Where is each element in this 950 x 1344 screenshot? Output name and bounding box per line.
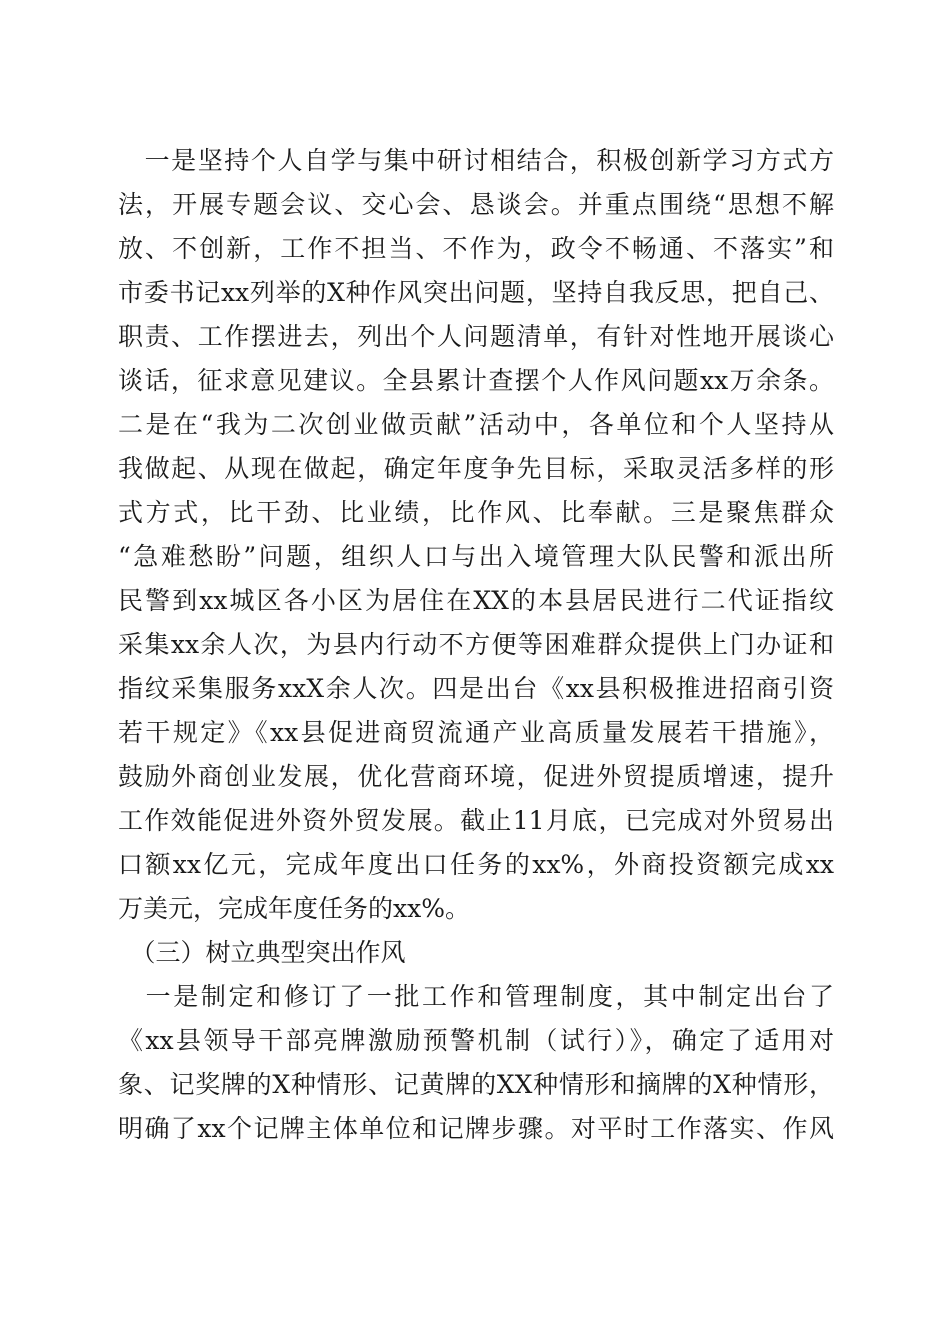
paragraph-line: 万美元，完成年度任务的xx%。 [118, 894, 470, 923]
paragraph-line: 式方式，比干劲、比业绩，比作风、比奉献。三是聚焦群众 [118, 498, 834, 527]
paragraph-line: 谈话，征求意见建议。全县累计查摆个人作风问题xx万余条。 [118, 366, 834, 395]
paragraph-line: 市委书记xx列举的X种作风突出问题，坚持自我反思，把自己、 [118, 278, 834, 307]
paragraph-line: 放、不创新，工作不担当、不作为，政令不畅通、不落实”和 [118, 234, 834, 263]
paragraph-line: 一是制定和修订了一批工作和管理制度，其中制定出台了 [118, 982, 834, 1011]
paragraph-line: 我做起、从现在做起，确定年度争先目标，采取灵活多样的形 [118, 454, 834, 483]
paragraph-line: “急难愁盼”问题，组织人口与出入境管理大队民警和派出所 [118, 542, 834, 571]
paragraph-line: 二是在“我为二次创业做贡献”活动中，各单位和个人坚持从 [118, 410, 834, 439]
paragraph-line: 口额xx亿元，完成年度出口任务的xx%，外商投资额完成xx [118, 850, 834, 879]
paragraph-line: 鼓励外商创业发展，优化营商环境，促进外贸提质增速，提升 [118, 762, 834, 791]
paragraph-line: 指纹采集服务xxX余人次。四是出台《xx县积极推进招商引资 [118, 674, 834, 703]
paragraph-line: 采集xx余人次，为县内行动不方便等困难群众提供上门办证和 [118, 630, 834, 659]
section-heading: （三）树立典型突出作风 [118, 938, 406, 967]
paragraph-line: 工作效能促进外资外贸发展。截止11月底，已完成对外贸易出 [118, 806, 834, 835]
paragraph-line: 《xx县领导干部亮牌激励预警机制（试行）》，确定了适用对 [118, 1026, 834, 1055]
paragraph-line: 民警到xx城区各小区为居住在XX的本县居民进行二代证指纹 [118, 586, 834, 615]
paragraph-line: 一是坚持个人自学与集中研讨相结合，积极创新学习方式方 [118, 146, 834, 175]
paragraph-line: 象、记奖牌的X种情形、记黄牌的XX种情形和摘牌的X种情形， [118, 1070, 834, 1099]
paragraph-line: 若干规定》《xx县促进商贸流通产业高质量发展若干措施》， [118, 718, 834, 747]
paragraph-line: 法，开展专题会议、交心会、恳谈会。并重点围绕“思想不解 [118, 190, 834, 219]
paragraph-line: 明确了xx个记牌主体单位和记牌步骤。对平时工作落实、作风 [118, 1114, 834, 1143]
paragraph-line: 职责、工作摆进去，列出个人问题清单，有针对性地开展谈心 [118, 322, 834, 351]
